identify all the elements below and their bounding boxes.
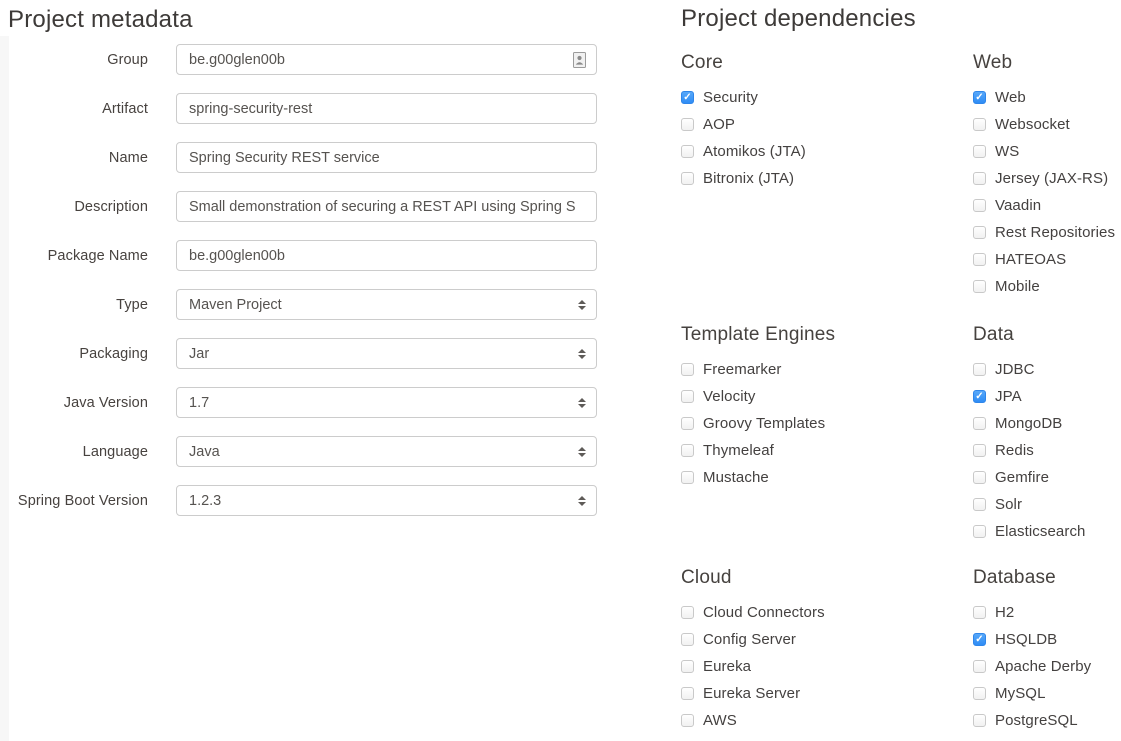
dependency-aws[interactable] bbox=[681, 707, 973, 734]
dependency-label[interactable]: Vaadin bbox=[995, 197, 1042, 214]
dependency-label[interactable]: Solr bbox=[995, 496, 1023, 513]
checkbox-icon[interactable] bbox=[681, 471, 694, 484]
arrow-down-icon bbox=[578, 355, 586, 359]
field-label-java-version: Java Version bbox=[63, 394, 148, 411]
input-value: be.g00glen00b bbox=[189, 247, 285, 264]
text-input-package-name[interactable] bbox=[176, 240, 597, 271]
select-java-version[interactable] bbox=[176, 387, 597, 418]
input-value: be.g00glen00b bbox=[189, 51, 285, 68]
section-template-engines bbox=[681, 322, 973, 565]
dependency-rest-repositories[interactable] bbox=[973, 219, 1121, 246]
checkbox-checked-icon[interactable]: ✓ bbox=[973, 633, 986, 646]
dependency-label[interactable]: Websocket bbox=[995, 116, 1070, 133]
checkbox-checked-icon[interactable]: ✓ bbox=[973, 91, 986, 104]
dependency-label[interactable]: Thymeleaf bbox=[703, 442, 774, 459]
dependency-label[interactable]: Gemfire bbox=[995, 469, 1050, 486]
select-type[interactable] bbox=[176, 289, 597, 320]
metadata-form bbox=[8, 44, 658, 516]
dependency-jdbc[interactable] bbox=[973, 356, 1121, 383]
section-cloud bbox=[681, 565, 973, 734]
dependency-label[interactable]: Bitronix (JTA) bbox=[703, 170, 795, 187]
checkbox-icon[interactable] bbox=[973, 226, 986, 239]
input-value: Spring Security REST service bbox=[189, 149, 380, 166]
dependency-apache-derby[interactable] bbox=[973, 653, 1121, 680]
dependency-jpa[interactable] bbox=[973, 383, 1121, 410]
select-spring-boot-version[interactable] bbox=[176, 485, 597, 516]
select-arrows-icon bbox=[578, 447, 586, 457]
form-row-spring-boot-version bbox=[8, 485, 658, 516]
field-label-language: Language bbox=[82, 443, 148, 460]
section-data bbox=[973, 322, 1121, 565]
section-database bbox=[973, 565, 1121, 734]
checkbox-icon[interactable] bbox=[681, 390, 694, 403]
project-metadata-panel bbox=[8, 6, 658, 534]
checkbox-icon[interactable] bbox=[973, 118, 986, 131]
dependency-label[interactable]: Apache Derby bbox=[995, 658, 1092, 675]
checkbox-icon[interactable] bbox=[973, 417, 986, 430]
dependency-label[interactable]: Atomikos (JTA) bbox=[703, 143, 806, 160]
dependency-redis[interactable] bbox=[973, 437, 1121, 464]
checkbox-checked-icon[interactable]: ✓ bbox=[973, 390, 986, 403]
form-row-type bbox=[8, 289, 658, 320]
dependency-label[interactable]: Eureka Server bbox=[703, 685, 801, 702]
dependency-mysql[interactable] bbox=[973, 680, 1121, 707]
arrow-up-icon bbox=[578, 349, 586, 353]
dependency-label[interactable]: Mustache bbox=[703, 469, 769, 486]
select-packaging[interactable] bbox=[176, 338, 597, 369]
section-header-core: Core bbox=[681, 52, 723, 73]
dependencies-column-right bbox=[973, 50, 1121, 734]
dependency-config-server[interactable] bbox=[681, 626, 973, 653]
dependency-label[interactable]: H2 bbox=[995, 604, 1015, 621]
dependency-label[interactable]: Freemarker bbox=[703, 361, 782, 378]
text-input-artifact[interactable] bbox=[176, 93, 597, 124]
form-row-language bbox=[8, 436, 658, 467]
dependency-jersey-jax-rs[interactable] bbox=[973, 165, 1121, 192]
dependency-label[interactable]: Mobile bbox=[995, 278, 1040, 295]
field-label-name: Name bbox=[108, 149, 148, 166]
checkbox-icon[interactable] bbox=[973, 525, 986, 538]
dependency-label[interactable]: HSQLDB bbox=[995, 631, 1058, 648]
dependency-security[interactable] bbox=[681, 84, 973, 111]
dependency-mustache[interactable] bbox=[681, 464, 973, 491]
dependency-label[interactable]: Velocity bbox=[703, 388, 756, 405]
dependency-label[interactable]: JPA bbox=[995, 388, 1022, 405]
dependency-mongodb[interactable] bbox=[973, 410, 1121, 437]
form-row-description bbox=[8, 191, 658, 222]
field-label-description: Description bbox=[74, 198, 148, 215]
select-arrows-icon bbox=[578, 349, 586, 359]
form-row-group bbox=[8, 44, 658, 75]
section-core bbox=[681, 50, 973, 322]
dependency-atomikos-jta[interactable] bbox=[681, 138, 973, 165]
dependency-web[interactable] bbox=[973, 84, 1121, 111]
dependency-aop[interactable] bbox=[681, 111, 973, 138]
input-value: spring-security-rest bbox=[189, 100, 313, 117]
dependency-label[interactable]: Web bbox=[995, 89, 1026, 106]
field-label-artifact: Artifact bbox=[102, 100, 148, 117]
section-header-cloud: Cloud bbox=[681, 567, 732, 588]
checkbox-icon[interactable] bbox=[973, 444, 986, 457]
checkbox-icon[interactable] bbox=[973, 145, 986, 158]
dependency-hateoas[interactable] bbox=[973, 246, 1121, 273]
dependency-eureka[interactable] bbox=[681, 653, 973, 680]
checkbox-icon[interactable] bbox=[973, 606, 986, 619]
dependency-label[interactable]: Rest Repositories bbox=[995, 224, 1116, 241]
dependency-freemarker[interactable] bbox=[681, 356, 973, 383]
dependency-label[interactable]: MongoDB bbox=[995, 415, 1063, 432]
metadata-title: Project metadata bbox=[8, 6, 193, 33]
dependency-label[interactable]: Redis bbox=[995, 442, 1034, 459]
field-label-package-name: Package Name bbox=[47, 247, 148, 264]
dependency-groovy-templates[interactable] bbox=[681, 410, 973, 437]
dependency-gemfire[interactable] bbox=[973, 464, 1121, 491]
arrow-down-icon bbox=[578, 404, 586, 408]
select-value: 1.2.3 bbox=[189, 492, 222, 509]
checkbox-icon[interactable] bbox=[973, 363, 986, 376]
arrow-up-icon bbox=[578, 300, 586, 304]
form-row-packaging bbox=[8, 338, 658, 369]
dependency-velocity[interactable] bbox=[681, 383, 973, 410]
dependency-label[interactable]: PostgreSQL bbox=[995, 712, 1078, 729]
dependency-label[interactable]: JDBC bbox=[995, 361, 1035, 378]
checkbox-icon[interactable] bbox=[681, 687, 694, 700]
form-row-java-version bbox=[8, 387, 658, 418]
form-row-artifact bbox=[8, 93, 658, 124]
arrow-down-icon bbox=[578, 453, 586, 457]
section-header-web: Web bbox=[973, 52, 1013, 73]
dependency-label[interactable]: Cloud Connectors bbox=[703, 604, 825, 621]
dependency-eureka-server[interactable] bbox=[681, 680, 973, 707]
dependency-h2[interactable] bbox=[973, 599, 1121, 626]
dependencies-column-left bbox=[681, 50, 973, 734]
section-header-data: Data bbox=[973, 324, 1014, 345]
dependencies-title: Project dependencies bbox=[681, 5, 916, 32]
select-value: Jar bbox=[189, 345, 210, 362]
select-value: Maven Project bbox=[189, 296, 282, 313]
dependency-postgresql[interactable] bbox=[973, 707, 1121, 734]
dependency-elasticsearch[interactable] bbox=[973, 518, 1121, 545]
dependency-bitronix-jta[interactable] bbox=[681, 165, 973, 192]
input-value: Small demonstration of securing a REST API using Spring S bbox=[189, 198, 576, 215]
checkbox-icon[interactable] bbox=[973, 280, 986, 293]
checkbox-icon[interactable] bbox=[681, 417, 694, 430]
checkbox-icon[interactable] bbox=[681, 444, 694, 457]
arrow-up-icon bbox=[578, 398, 586, 402]
arrow-up-icon bbox=[578, 447, 586, 451]
section-header-database: Database bbox=[973, 567, 1056, 588]
dependency-label[interactable]: AWS bbox=[703, 712, 737, 729]
text-input-name[interactable] bbox=[176, 142, 597, 173]
select-arrows-icon bbox=[578, 496, 586, 506]
checkbox-icon[interactable] bbox=[681, 633, 694, 646]
checkbox-icon[interactable] bbox=[973, 714, 986, 727]
checkbox-icon[interactable] bbox=[973, 687, 986, 700]
dependency-cloud-connectors[interactable] bbox=[681, 599, 973, 626]
checkbox-icon[interactable] bbox=[681, 118, 694, 131]
dependency-label[interactable]: AOP bbox=[703, 116, 735, 133]
arrow-down-icon bbox=[578, 306, 586, 310]
select-arrows-icon bbox=[578, 300, 586, 310]
dependency-label[interactable]: MySQL bbox=[995, 685, 1046, 702]
field-label-type: Type bbox=[116, 296, 148, 313]
select-value: 1.7 bbox=[189, 394, 210, 411]
dependency-thymeleaf[interactable] bbox=[681, 437, 973, 464]
checkbox-icon[interactable] bbox=[973, 199, 986, 212]
text-input-description[interactable] bbox=[176, 191, 597, 222]
dependency-label[interactable]: Elasticsearch bbox=[995, 523, 1086, 540]
section-header-template-engines: Template Engines bbox=[681, 324, 836, 345]
arrow-up-icon bbox=[578, 496, 586, 500]
dependency-label[interactable]: HATEOAS bbox=[995, 251, 1067, 268]
checkbox-icon[interactable] bbox=[973, 660, 986, 673]
dependency-solr[interactable] bbox=[973, 491, 1121, 518]
dependency-websocket[interactable] bbox=[973, 111, 1121, 138]
checkbox-checked-icon[interactable]: ✓ bbox=[681, 91, 694, 104]
field-label-spring-boot-version: Spring Boot Version bbox=[17, 492, 148, 509]
checkbox-icon[interactable] bbox=[681, 606, 694, 619]
dependency-ws[interactable] bbox=[973, 138, 1121, 165]
arrow-down-icon bbox=[578, 502, 586, 506]
dependency-label[interactable]: Eureka bbox=[703, 658, 752, 675]
dependency-label[interactable]: Groovy Templates bbox=[703, 415, 826, 432]
dependency-hsqldb[interactable] bbox=[973, 626, 1121, 653]
select-arrows-icon bbox=[578, 398, 586, 408]
dependency-label[interactable]: Security bbox=[703, 89, 758, 106]
dependency-label[interactable]: WS bbox=[995, 143, 1020, 160]
dependency-mobile[interactable] bbox=[973, 273, 1121, 300]
autofill-contact-icon bbox=[573, 52, 586, 68]
dependency-label[interactable]: Config Server bbox=[703, 631, 797, 648]
checkbox-icon[interactable] bbox=[681, 660, 694, 673]
form-row-name bbox=[8, 142, 658, 173]
select-value: Java bbox=[189, 443, 220, 460]
dependency-vaadin[interactable] bbox=[973, 192, 1121, 219]
section-web bbox=[973, 50, 1121, 322]
dependency-label[interactable]: Jersey (JAX-RS) bbox=[995, 170, 1109, 187]
checkbox-icon[interactable] bbox=[973, 253, 986, 266]
checkbox-icon[interactable] bbox=[681, 714, 694, 727]
checkbox-icon[interactable] bbox=[973, 498, 986, 511]
form-row-package-name bbox=[8, 240, 658, 271]
checkbox-icon[interactable] bbox=[681, 172, 694, 185]
checkbox-icon[interactable] bbox=[681, 363, 694, 376]
checkbox-icon[interactable] bbox=[973, 172, 986, 185]
select-language[interactable] bbox=[176, 436, 597, 467]
checkbox-icon[interactable] bbox=[973, 471, 986, 484]
text-input-group[interactable] bbox=[176, 44, 597, 75]
checkbox-icon[interactable] bbox=[681, 145, 694, 158]
field-label-group: Group bbox=[107, 51, 148, 68]
field-label-packaging: Packaging bbox=[79, 345, 148, 362]
